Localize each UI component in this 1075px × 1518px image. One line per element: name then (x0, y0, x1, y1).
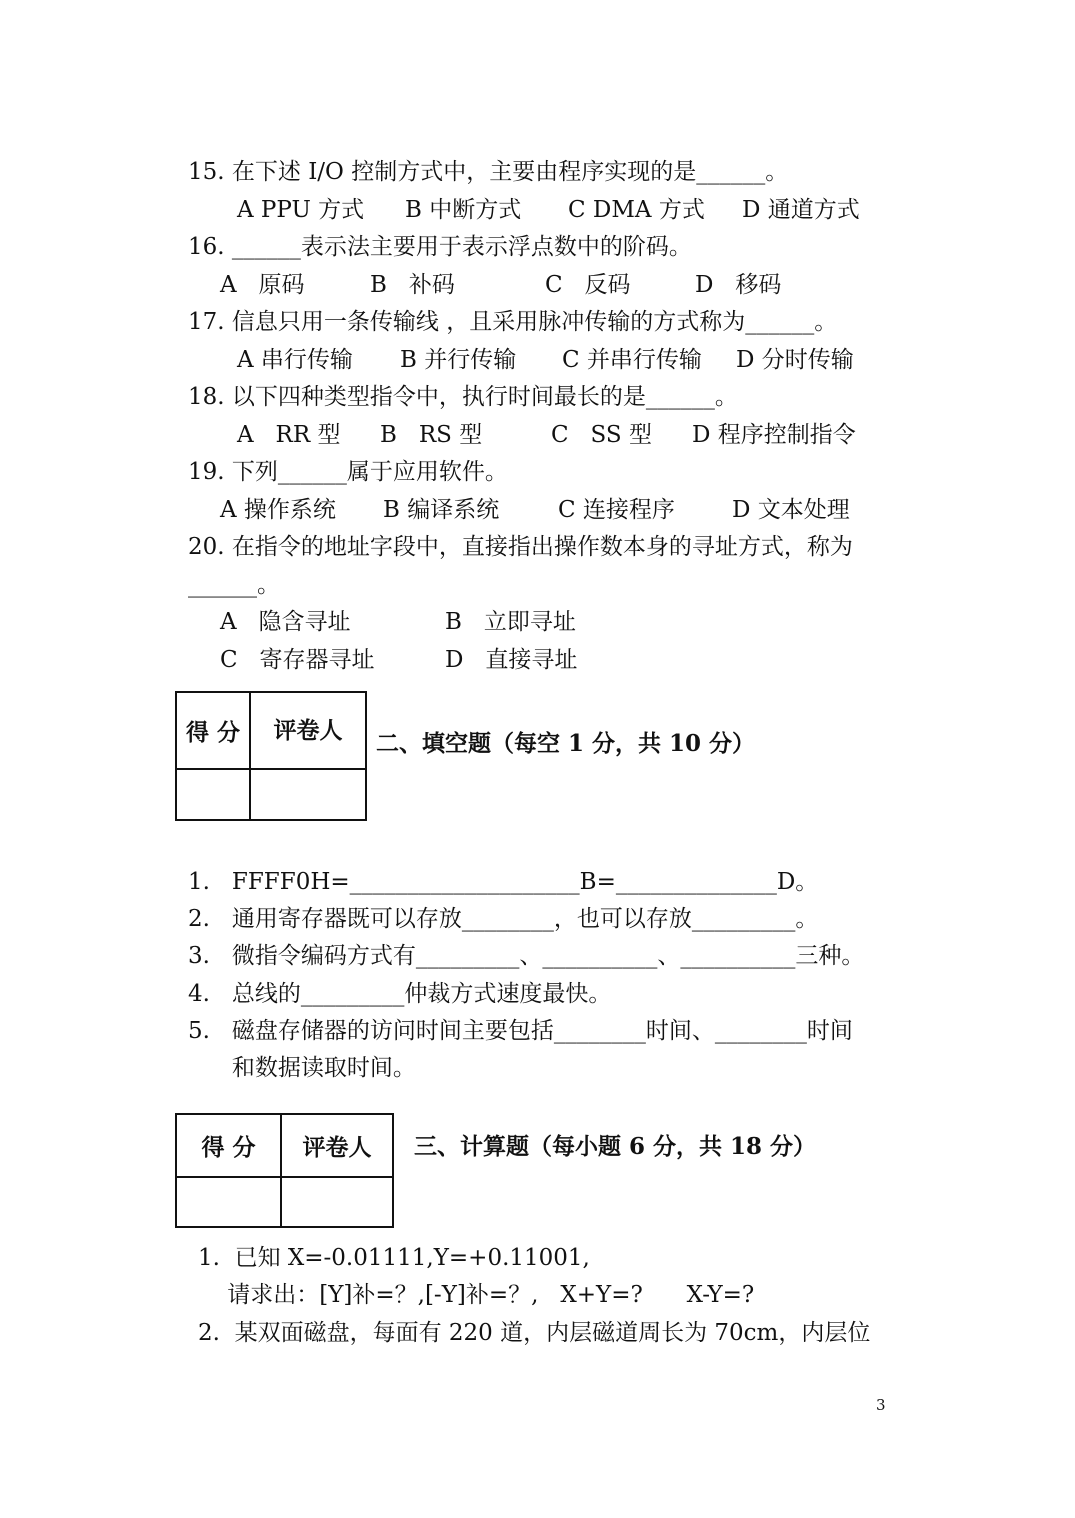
page-number: 3 (876, 1396, 886, 1414)
section2-score-label: 得 分 (176, 692, 250, 769)
q17-stem: 17. 信息只用一条传输线 ，且采用脉冲传输的方式称为______。 (188, 309, 838, 335)
q17-option-b: B 并行传输 (400, 347, 517, 373)
fill-item-5-continued: 和数据读取时间。 (188, 1055, 416, 1081)
section3-title: 三、计算题（每小题 6 分，共 18 分） (414, 1133, 817, 1160)
section3-score-cell[interactable] (176, 1177, 281, 1227)
q20-stem: 20. 在指令的地址字段中，直接指出操作数本身的寻址方式，称为 (188, 534, 853, 560)
section3-grader-cell[interactable] (281, 1177, 393, 1227)
q19-option-a: A 操作系统 (220, 497, 336, 523)
section3-grader-label: 评卷人 (281, 1114, 393, 1177)
q18-stem: 18. 以下四种类型指令中，执行时间最长的是______。 (188, 384, 738, 410)
q19-option-c: C 连接程序 (558, 497, 675, 523)
q19-stem: 19. 下列______属于应用软件。 (188, 459, 508, 485)
q16-option-b: B 补码 (370, 272, 455, 298)
q20-option-b: B 立即寻址 (445, 609, 576, 635)
fill-item-1: 1. FFFF0H=____________________B=______________D。 (188, 869, 819, 895)
q17-option-d: D 分时传输 (736, 347, 854, 373)
q17-option-c: C 并串行传输 (562, 347, 702, 373)
section3-score-label: 得 分 (176, 1114, 281, 1177)
q18-option-d: D 程序控制指令 (692, 422, 856, 448)
q20-stem-continued: ______。 (188, 572, 280, 598)
q15-option-c: C DMA 方式 (568, 197, 705, 223)
fill-item-3: 3. 微指令编码方式有_________、__________、__________三种。 (188, 943, 865, 969)
section3-score-table (175, 1113, 394, 1228)
q18-option-c: C SS 型 (551, 422, 652, 448)
section2-score-table (175, 691, 367, 821)
q15-option-a: A PPU 方式 (237, 197, 365, 223)
q18-option-a: A RR 型 (237, 422, 341, 448)
section2-grader-cell[interactable] (250, 769, 366, 820)
q19-option-d: D 文本处理 (732, 497, 850, 523)
q15-stem: 15. 在下述 I/O 控制方式中，主要由程序实现的是______。 (188, 159, 789, 185)
fill-item-2: 2. 通用寄存器既可以存放________，也可以存放_________。 (188, 906, 819, 932)
calc-item-1-subline: 请求出：[Y]补=？,[-Y]补=？, X+Y=? X-Y=? (198, 1282, 755, 1308)
q20-option-c: C 寄存器寻址 (220, 647, 375, 673)
fill-item-4: 4. 总线的_________仲裁方式速度最快。 (188, 981, 612, 1007)
q16-stem: 16. ______表示法主要用于表示浮点数中的阶码。 (188, 234, 692, 260)
q16-option-d: D 移码 (695, 272, 782, 298)
q15-option-b: B 中断方式 (405, 197, 522, 223)
section2-title: 二、填空题（每空 1 分，共 10 分） (376, 730, 756, 757)
section2-grader-label: 评卷人 (250, 692, 366, 769)
q18-option-b: B RS 型 (380, 422, 483, 448)
fill-item-5: 5. 磁盘存储器的访问时间主要包括________时间、________时间 (188, 1018, 853, 1044)
q20-option-d: D 直接寻址 (445, 647, 578, 673)
q15-option-d: D 通道方式 (742, 197, 860, 223)
q17-option-a: A 串行传输 (237, 347, 353, 373)
q20-option-a: A 隐含寻址 (220, 609, 351, 635)
calc-item-2: 2. 某双面磁盘，每面有 220 道，内层磁道周长为 70cm，内层位 (198, 1320, 871, 1346)
q16-option-c: C 反码 (545, 272, 631, 298)
calc-item-1: 1. 已知 X=-0.01111,Y=+0.11001, (198, 1245, 590, 1271)
section2-score-cell[interactable] (176, 769, 250, 820)
q16-option-a: A 原码 (220, 272, 305, 298)
q19-option-b: B 编译系统 (383, 497, 500, 523)
